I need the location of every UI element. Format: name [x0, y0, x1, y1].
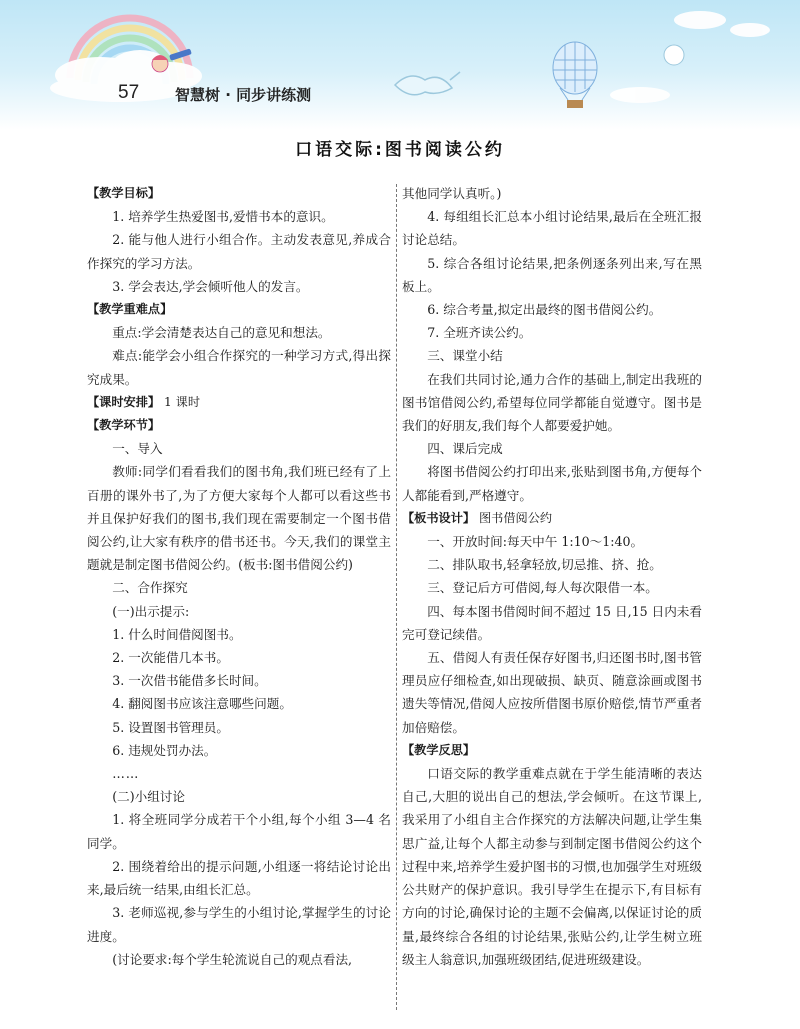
section-heading-value: 1 课时: [160, 394, 201, 409]
paragraph: 5. 综合各组讨论结果,把条例逐条列出来,写在黑板上。: [402, 255, 702, 294]
paragraph: 口语交际的教学重难点就在于学生能清晰的表达自己,大胆的说出自己的想法,学会倾听。在这节课上,我采用了小组自主合作探究的方法解决问题,让学生集思广益,让每个人都主动参与到制定图书借阅公约这个过程中来,培养学生爱护图书的习惯,也加强学生对班级公共财产的保护意识。我引导学生在提示下,有目标有方向的讨论,确保讨论的主题不会偏离,以保证讨论的质量,最终综合各组的讨论结果,张贴公约,让学生树立班级主人翁意识,加强班级团结,促进班级建设。: [402, 766, 702, 967]
paragraph: (二)小组讨论: [112, 789, 185, 805]
paragraph: 6. 综合考量,拟定出最终的图书借阅公约。: [427, 302, 662, 318]
paragraph: 二、排队取书,轻拿轻放,切忌推、挤、抢。: [427, 557, 662, 573]
paragraph: 2. 能与他人进行小组合作。主动发表意见,养成合作探究的学习方法。: [87, 232, 391, 271]
page-title: 口语交际:图书阅读公约: [295, 140, 505, 160]
paragraph: (一)出示提示:: [112, 603, 190, 619]
paragraph: 二、合作探究: [112, 580, 188, 596]
paragraph: 2. 一次能借几本书。: [112, 650, 229, 666]
paragraph: 在我们共同讨论,通力合作的基础上,制定出我班的图书馆借阅公约,希望每位同学都能自觉遵守。图书是我们的好朋友,我们每个人都要爱护她。: [402, 371, 702, 434]
paragraph: 四、每本图书借阅时间不超过 15 日,15 日内未看完可登记续借。: [402, 603, 702, 642]
paragraph: 1. 什么时间借阅图书。: [112, 626, 242, 642]
left-column: [87, 182, 391, 971]
paragraph: 四、课后完成: [427, 441, 503, 457]
section-heading: 【教学反思】: [402, 742, 476, 757]
paragraph: 难点:能学会小组合作探究的一种学习方式,得出探究成果。: [87, 348, 391, 387]
paragraph: 1. 将全班同学分成若干个小组,每个小组 3—4 名同学。: [87, 812, 391, 851]
page-number: 57: [118, 82, 140, 103]
section-heading-label: 【课时安排】: [87, 394, 161, 409]
paragraph: 教师:同学们看看我们的图书角,我们班已经有了上百册的课外书了,为了方便大家每个人都可以看这些书并且保护好我们的图书,我们现在需要制定一个图书借阅公约,让大家有秩序的借书还书。今天,我们的课堂主题就是制定图书借阅公约。(板书:图书借阅公约): [87, 464, 391, 573]
section-heading: 【教学目标】: [87, 186, 161, 200]
paragraph: (讨论要求:每个学生轮流说自己的观点看法,: [112, 951, 353, 967]
paragraph: 重点:学会清楚表达自己的意见和想法。: [112, 325, 331, 341]
paragraph: 3. 学会表达,学会倾听他人的发言。: [112, 278, 309, 294]
paragraph: 4. 翻阅图书应该注意哪些问题。: [112, 696, 292, 712]
bird-illustration: [395, 72, 460, 95]
right-column: [402, 182, 702, 971]
paragraph: 其他同学认真听。): [402, 186, 502, 201]
section-heading-value: 图书借阅公约: [475, 510, 553, 525]
paragraph: 3. 一次借书能借多长时间。: [112, 673, 267, 689]
paragraph: 五、借阅人有责任保存好图书,归还图书时,图书管理员应仔细检查,如出现破损、缺页、随意涂画或图书遗失等情况,借阅人应按所借图书原价赔偿,情节严重者加倍赔偿。: [402, 650, 702, 735]
hot-air-balloon-illustration: [553, 42, 597, 108]
section-heading: [87, 391, 391, 414]
paragraph: 将图书借阅公约打印出来,张贴到图书角,方便每个人都能看到,严格遵守。: [402, 464, 702, 503]
paragraph: 4. 每组组长汇总本小组讨论结果,最后在全班汇报讨论总结。: [402, 209, 702, 248]
paragraph: 3. 老师巡视,参与学生的小组讨论,掌握学生的讨论进度。: [87, 905, 391, 944]
paragraph: 一、导入: [112, 441, 163, 457]
paragraph: 三、课堂小结: [427, 348, 503, 364]
section-heading: [402, 507, 702, 530]
page-header: [0, 0, 800, 130]
sun-illustration: [664, 45, 684, 65]
paragraph: 7. 全班齐读公约。: [427, 325, 532, 341]
ellipsis-text: ……: [112, 766, 140, 782]
section-heading: 【教学环节】: [87, 418, 161, 433]
header-illustration: [0, 0, 800, 130]
section-heading-label: 【板书设计】: [402, 510, 476, 525]
section-heading: 【教学重难点】: [87, 302, 173, 317]
paragraph: 一、开放时间:每天中午 1:10～1:40。: [427, 534, 644, 550]
paragraph: 三、登记后方可借阅,每人每次限借一本。: [427, 580, 658, 596]
paragraph: 5. 设置图书管理员。: [112, 719, 229, 735]
paragraph: 1. 培养学生热爱图书,爱惜书本的意识。: [112, 209, 334, 225]
paragraph: 2. 围绕着给出的提示问题,小组逐一将结论讨论出来,最后统一结果,由组长汇总。: [87, 858, 391, 898]
book-title: 智慧树 · 同步讲练测: [175, 86, 312, 104]
paragraph: 6. 违规处罚办法。: [112, 742, 217, 758]
column-divider: [396, 184, 397, 1010]
